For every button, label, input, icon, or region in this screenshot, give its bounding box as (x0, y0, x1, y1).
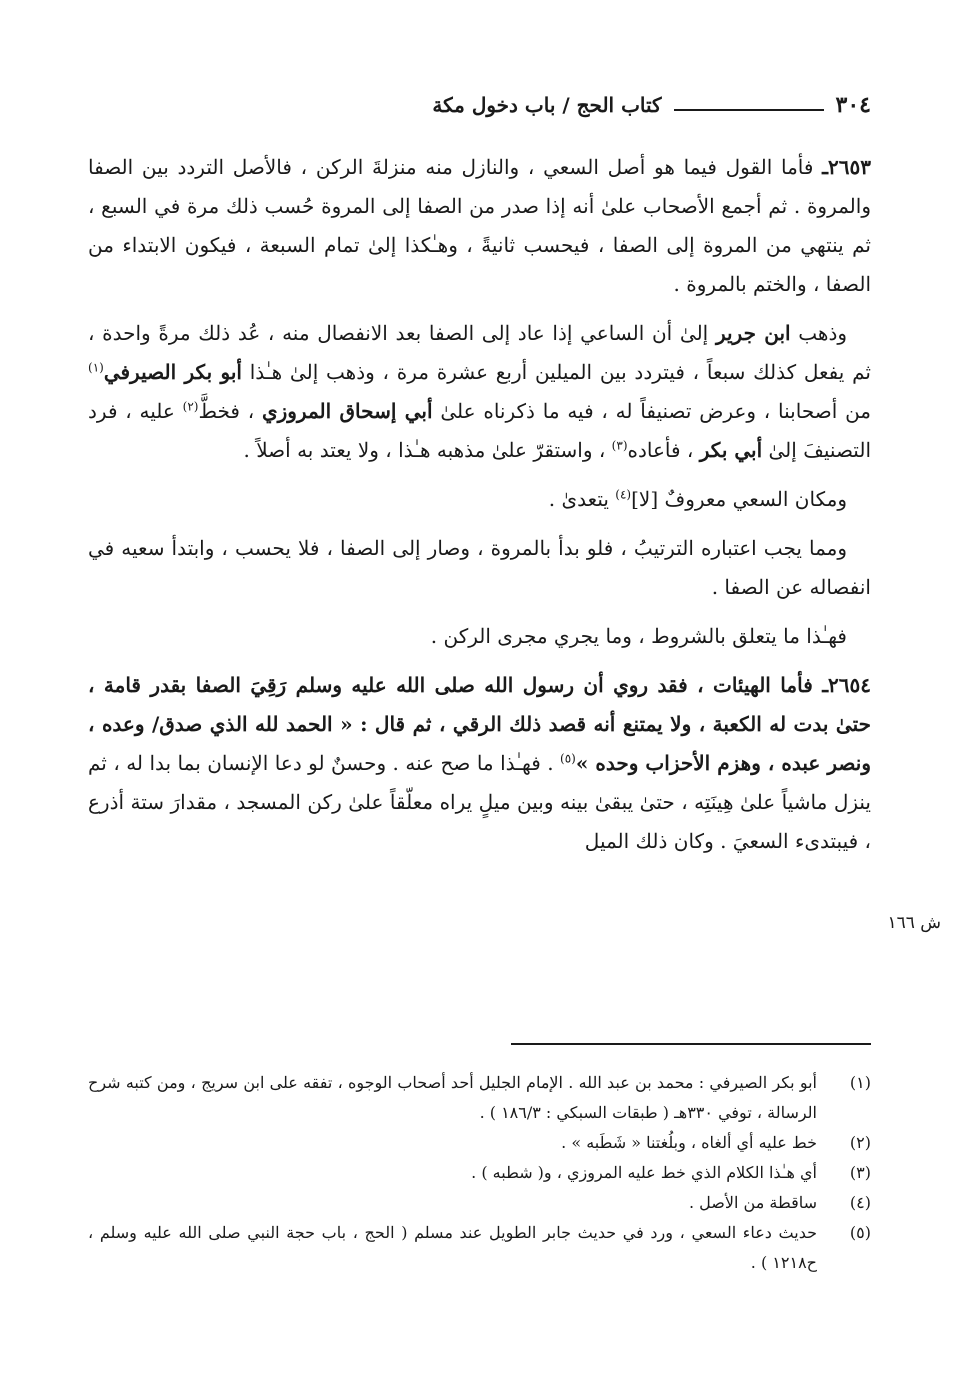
header-rule (674, 109, 824, 111)
footnote-item (88, 1188, 871, 1218)
footnote-text: ساقطة من الأصل . (689, 1193, 817, 1212)
paragraph-place-of-sai (88, 480, 871, 519)
footnote-number: (٢) (849, 1133, 871, 1152)
footnote-text: أبو بكر الصيرفي : محمد بن عبد الله . الإمام الجليل أحد أصحاب الوجوه ، تفقه على ابن سريج ، ومن كتبه شرح الرسالة ، توفي ٣٣٠هـ ( طبقات السبكي : ١٨٦/٣ ) . (88, 1073, 817, 1122)
footnote-ref-1[interactable]: (١) (88, 360, 104, 375)
running-header (88, 88, 871, 122)
text-segment: . فهـٰذا ما صح عنه . وحسنٌ لو دعا الإنسان بما بدا له ، ثم ينزل ماشياً علىٰ هِينَتِه ، حتىٰ يبقىٰ بينه وبين ميلٍ يراه معلّقاً علىٰ ركن المسجد ، مقدارَ ستة أذرع ، فيبتدىء السعيَ . وكان ذلك الميل (88, 751, 871, 853)
paragraph-text: ومما يجب اعتباره الترتيبُ ، فلو بدأ بالمروة ، وصار إلى الصفا ، فلا يحسب ، وابتدأ سعيه في انفصاله عن الصفا . (88, 536, 871, 599)
text-segment: فأما الهيئات ، فقد روي (603, 673, 823, 697)
running-title: كتاب الحج / باب دخول مكة (432, 93, 662, 117)
hadith-text: أن رسول الله صلى الله عليه وسلم رَقِيَ الصفا بقدر قامة ، حتىٰ بدت له الكعبة ، ولا يمتنع أنه قصد ذلك الرقي ، ثم قال : « الحمد لله الذي صدق/ وعده ، ونصر عبده ، وهزم الأحزاب وحده » (88, 673, 871, 775)
text-segment: ومكان السعي معروفٌ [لا] (631, 487, 847, 511)
footnote-text: أي هـٰذا الكلام الذي خط عليه المروزي ، و( شطبه ) . (471, 1163, 817, 1182)
footnote-separator (511, 1043, 871, 1045)
text-segment: ، فأعاده (627, 438, 700, 462)
main-text (88, 148, 871, 871)
paragraph-text: فهـٰذا ما يتعلق بالشروط ، وما يجري مجرى الركن . (430, 624, 847, 648)
paragraph-number: ٢٦٥٤ـ (822, 673, 872, 697)
paragraph-2653 (88, 148, 871, 304)
text-segment: إلىٰ أن الساعي إذا عاد إلى الصفا بعد الانفصال منه ، عُد ذلك مرةً واحدة ، ثم يفعل كذلك سبعاً ، فيتردد بين الميلين أربع عشرة مرة ، وذهب إلىٰ هـٰذا (88, 321, 871, 384)
footnote-number: (٣) (849, 1163, 871, 1182)
text-segment: من أصحابنا ، وعرض تصنيفاً له ، فيه ما ذكرناه علىٰ (432, 399, 872, 423)
footnote-number: (٥) (849, 1223, 871, 1242)
paragraph-order (88, 529, 871, 607)
manuscript-folio-marker: ش ١٦٦ (887, 913, 941, 933)
text-segment: ، فخطَّ (198, 399, 262, 423)
footnote-item (88, 1068, 871, 1128)
text-segment: ، واستقرّ علىٰ مذهبه هـٰذا ، ولا يعتد به أصلاً . (243, 438, 612, 462)
paragraph-ibn-jarir (88, 314, 871, 470)
paragraph-conditions-summary (88, 617, 871, 656)
footnote-text: خط عليه أي ألغاه ، وبلُغتنا « شَطَبه » . (561, 1133, 817, 1152)
footnote-ref-4[interactable]: (٤) (615, 487, 632, 502)
paragraph-2654 (88, 666, 871, 861)
footnotes (88, 1068, 871, 1278)
footnote-ref-2[interactable]: (٢) (182, 399, 199, 414)
footnote-text: حديث دعاء السعي ، ورد في حديث جابر الطويل عند مسلم ( الحج ، باب حجة النبي صلى الله عليه وسلم ، ح١٢١٨ ) . (88, 1223, 817, 1272)
text-segment: وذهب (790, 321, 848, 345)
page-number: ٣٠٤ (835, 92, 871, 118)
footnote-item (88, 1128, 871, 1158)
paragraph-text: فأما القول فيما هو أصل السعي ، والنازل منه منزلةَ الركن ، فالأصل التردد بين الصفا والمروة . ثم أجمع الأصحاب علىٰ أنه إذا صدر من الصفا إلى المروة حُسب ذلك مرة في السبع ، ثم ينتهي من المروة إلى الصفا ، فيحسب ثانيةً ، وهـٰكذا إلىٰ تمام السبعة ، فيكون الابتداء من الصفا ، والختم بالمروة . (88, 155, 871, 296)
name-abu-bakr-sayrafi: أبو بكر الصيرفي (103, 360, 242, 384)
name-abu-bakr: أبي بكر (699, 438, 763, 462)
footnote-ref-5[interactable]: (٥) (560, 751, 576, 766)
text-segment: عليه ، فرد التصنيفَ إلىٰ (88, 399, 871, 462)
footnote-number: (١) (849, 1073, 871, 1092)
name-ibn-jarir: ابن جرير (715, 321, 791, 345)
text-segment: يتعدىٰ . (548, 487, 616, 511)
footnote-item (88, 1218, 871, 1278)
footnote-ref-3[interactable]: (٣) (611, 438, 628, 453)
name-abu-ishaq-marwazi: أبي إسحاق المروزي (261, 399, 433, 423)
footnote-item (88, 1158, 871, 1188)
footnote-number: (٤) (849, 1193, 871, 1212)
paragraph-number: ٢٦٥٣ـ (822, 155, 871, 179)
